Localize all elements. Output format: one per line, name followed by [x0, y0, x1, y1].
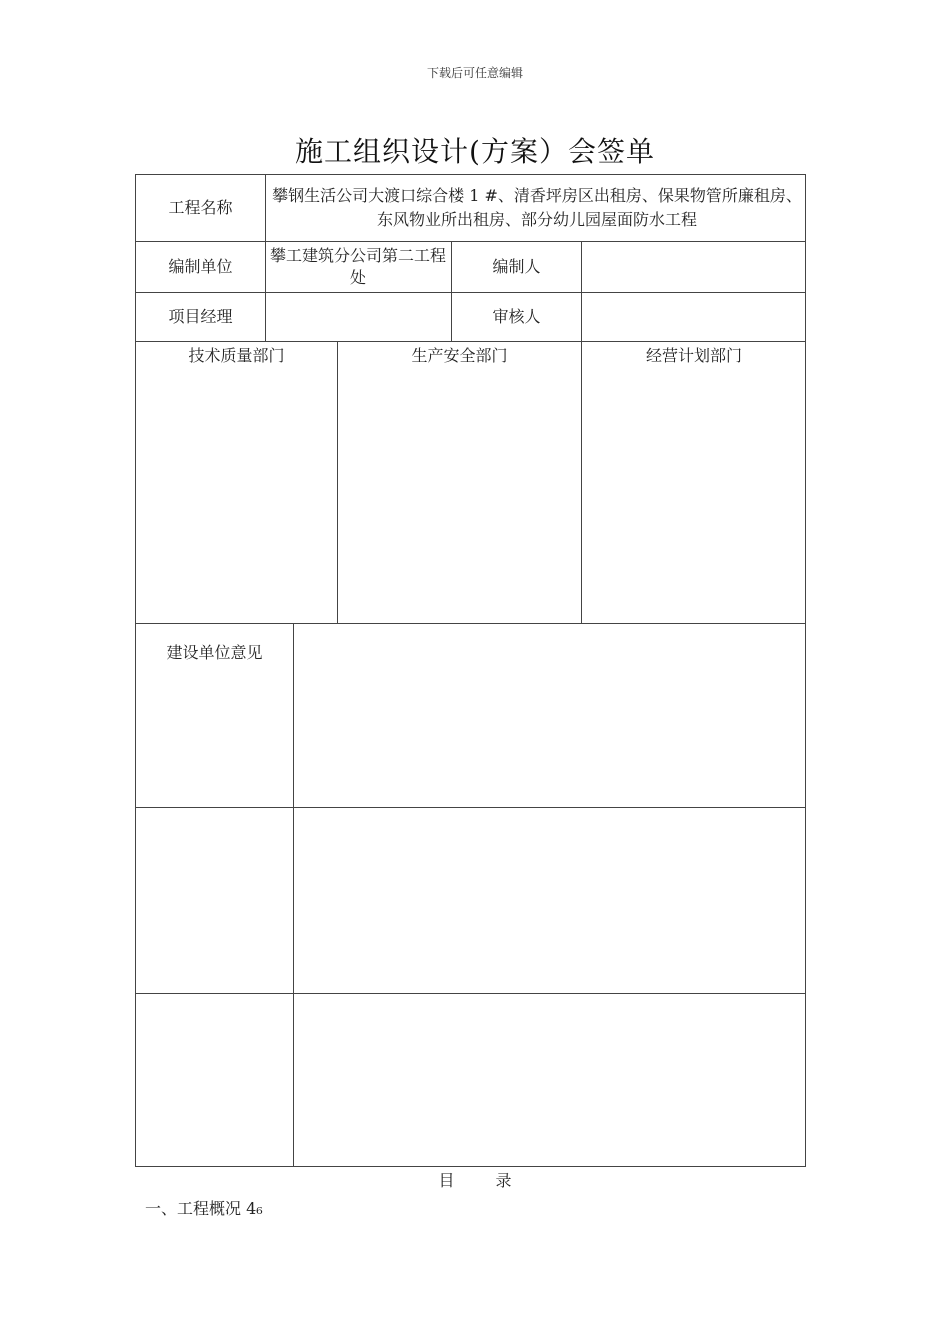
signoff-form	[135, 174, 806, 1167]
project-name-value: 攀钢生活公司大渡口综合楼 1 #、清香坪房区出租房、保果物管所廉租房、东风物业所出租房、部分幼儿园屋面防水工程	[272, 186, 802, 229]
blank-field[interactable]	[294, 994, 806, 1167]
client-opinion-field[interactable]	[294, 624, 806, 807]
compiler-field[interactable]	[582, 241, 806, 292]
toc-heading: 目 录	[438, 1171, 530, 1190]
reviewer-label: 审核人	[492, 306, 541, 326]
blank-label-cell	[136, 808, 293, 993]
client-opinion-label: 建设单位意见	[166, 643, 263, 662]
page-title: 施工组织设计(方案）会签单	[295, 135, 655, 168]
row-divider	[136, 341, 806, 342]
dept-production-safety[interactable]: 生产安全部门	[411, 346, 508, 365]
compiler-unit-label: 编制单位	[168, 256, 233, 276]
compiler-label: 编制人	[492, 256, 541, 276]
blank-label-cell	[136, 994, 293, 1167]
compiler-unit-value: 攀工建筑分公司第二工程处	[270, 245, 447, 287]
dept-business-planning[interactable]: 经营计划部门	[645, 346, 742, 365]
blank-field[interactable]	[294, 808, 806, 993]
project-manager-label: 项目经理	[168, 306, 233, 326]
dept-technical-quality[interactable]: 技术质量部门	[188, 346, 285, 365]
project-manager-field[interactable]	[266, 292, 451, 341]
reviewer-field[interactable]	[582, 292, 806, 341]
project-name-label: 工程名称	[168, 198, 233, 217]
toc-item[interactable]: 一、工程概况 4₆	[145, 1199, 263, 1218]
header-note: 下载后可任意编辑	[426, 66, 523, 80]
